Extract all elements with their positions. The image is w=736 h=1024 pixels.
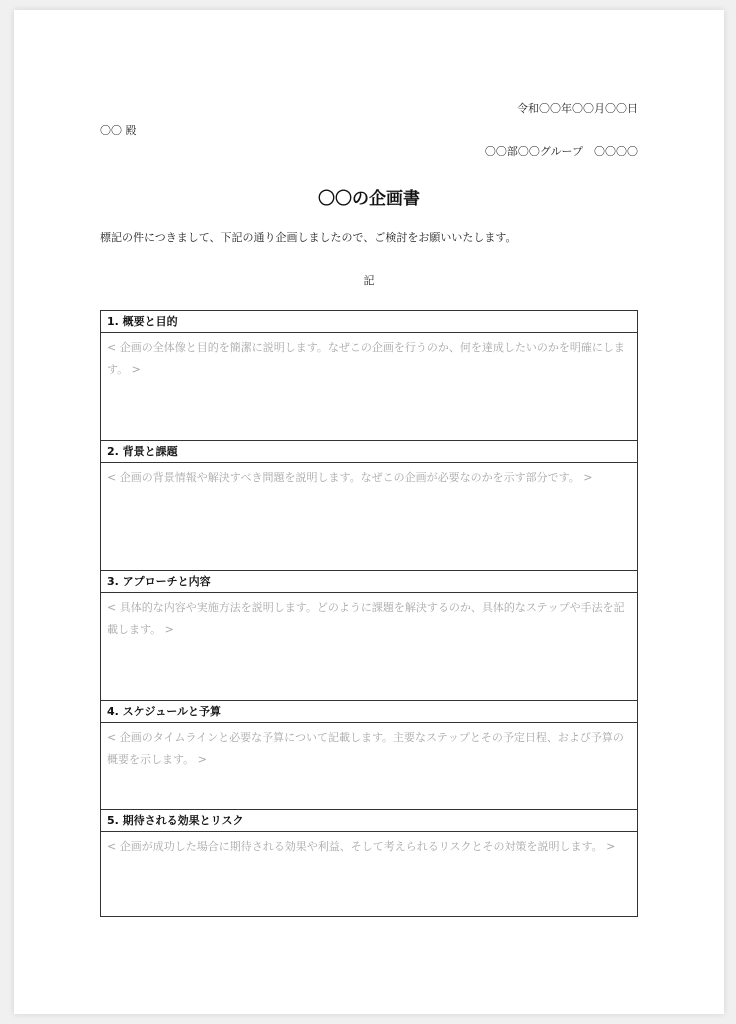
document-date: 令和〇〇年〇〇月〇〇日 [517,102,638,115]
sender-name: 〇〇部〇〇グループ 〇〇〇〇 [484,145,638,158]
ki-marker: 記 [363,274,375,287]
document-page [14,10,724,1014]
section-body-field[interactable]: < 企画が成功した場合に期待される効果や利益、そして考えられるリスクとその対策を説明します。 > [107,840,616,853]
intro-text: 標記の件につきまして、下記の通り企画しましたので、ご検討をお願いいたします。 [100,231,517,244]
section-body-field[interactable]: < 具体的な内容や実施方法を説明します。どのように課題を解決するのか、具体的なステップや手法を記載します。 > [107,601,625,636]
section-approach [101,570,637,700]
section-schedule-budget [101,700,637,809]
section-heading: 3. アプローチと内容 [101,571,637,593]
section-background [101,440,637,570]
section-heading: 5. 期待される効果とリスク [101,810,637,832]
section-body-field[interactable]: < 企画のタイムラインと必要な予算について記載します。主要なステップとその予定日程、および予算の概要を示します。 > [107,731,624,766]
section-body-field[interactable]: < 企画の背景情報や解決すべき問題を説明します。なぜこの企画が必要なのかを示す部分です。 > [107,471,593,484]
sections-table [100,310,638,917]
section-body-field[interactable]: < 企画の全体像と目的を簡潔に説明します。なぜこの企画を行うのか、何を達成したいのかを明確にします。 > [107,341,625,376]
section-overview [101,311,637,440]
section-heading: 4. スケジュールと予算 [101,701,637,723]
document-title: 〇〇の企画書 [318,189,420,209]
section-heading: 2. 背景と課題 [101,441,637,463]
section-effects-risks [101,809,637,916]
section-heading: 1. 概要と目的 [101,311,637,333]
recipient-name: 〇〇 殿 [100,124,137,137]
